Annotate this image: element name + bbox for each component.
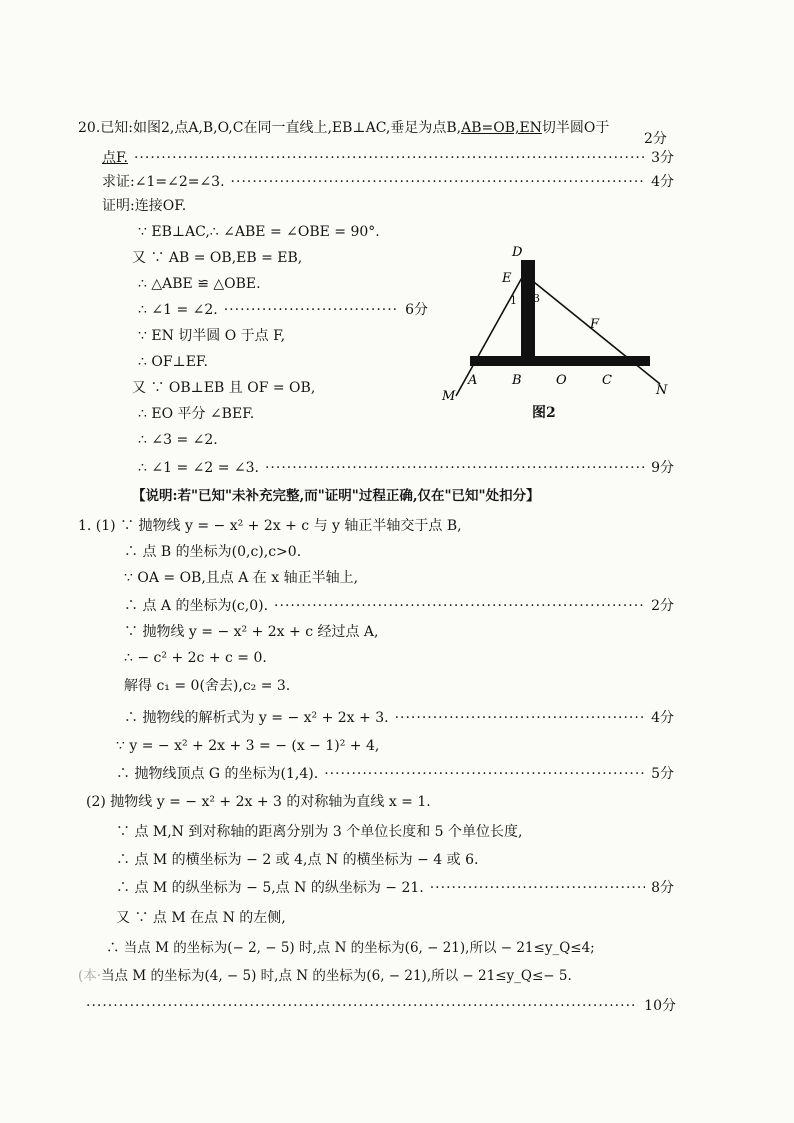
q20-step-1: ∵ EB⊥AC,∴ ∠ABE = ∠OBE = 90°. bbox=[138, 224, 380, 240]
q21-p2-line-7: 当点 M 的坐标为(4, − 5) 时,点 N 的坐标为(6, − 21),所以 − 21≤y_Q≤− 5. bbox=[101, 968, 572, 984]
q20-given-suffix: 切半圆O于 bbox=[541, 120, 610, 136]
q21-dots bbox=[274, 596, 645, 616]
label-d: D bbox=[512, 245, 523, 260]
q21-p1-line-8-row bbox=[124, 708, 674, 728]
q20-score-9: 9分 bbox=[651, 460, 674, 476]
q20-step-3: ∴ △ABE ≌ △OBE. bbox=[138, 276, 261, 292]
q20-proof-start: 证明:连接OF. bbox=[102, 198, 187, 214]
q20-score-3: 3分 bbox=[651, 150, 674, 166]
q20-score-2: 2分 bbox=[644, 131, 667, 147]
q20-prove-text: 求证:∠1=∠2=∠3. bbox=[102, 174, 225, 190]
q21-p2-line-4-row bbox=[116, 878, 674, 898]
q21-score-8: 8分 bbox=[651, 880, 674, 896]
q20-grading-note: 【说明:若"已知"未补充完整,而"证明"过程正确,仅在"已知"处扣分】 bbox=[132, 488, 540, 504]
q21-p2-line-5: 又 ∵ 点 M 在点 N 的左侧, bbox=[116, 910, 286, 926]
q21-p1-line-8: ∴ 抛物线的解析式为 y = − x² + 2x + 3. bbox=[124, 710, 389, 726]
q21-p1-line-7: 解得 c₁ = 0(舍去),c₂ = 3. bbox=[124, 678, 291, 694]
q21-p2-smudge: (本· bbox=[78, 968, 102, 984]
label-e: E bbox=[502, 271, 512, 286]
q20-step-10: ∴ ∠1 = ∠2 = ∠3. bbox=[138, 460, 259, 476]
q21-p1-line-6: ∴ − c² + 2c + c = 0. bbox=[124, 650, 267, 666]
q21-p2-line-7-row bbox=[78, 966, 572, 986]
q21-p1-line-10: ∴ 抛物线顶点 G 的坐标为(1,4). bbox=[116, 766, 319, 782]
q20-score-6: 6分 bbox=[405, 302, 428, 318]
q20-score-4: 4分 bbox=[651, 174, 674, 190]
q20-prove-line bbox=[102, 172, 674, 192]
q20-step-4: ∴ ∠1 = ∠2. bbox=[138, 302, 218, 318]
q21-p2-line-3: ∴ 点 M 的横坐标为 − 2 或 4,点 N 的横坐标为 − 4 或 6. bbox=[116, 852, 479, 868]
q20-step-8: ∴ EO 平分 ∠BEF. bbox=[138, 406, 255, 422]
q21-p2-line-2: ∵ 点 M,N 到对称轴的距离分别为 3 个单位长度和 5 个单位长度, bbox=[116, 824, 523, 840]
q21-p1-line-1: 1. (1) ∵ 抛物线 y = − x² + 2x + c 与 y 轴正半轴交于点 B, bbox=[78, 518, 462, 534]
figure-2-caption: 图2 bbox=[532, 405, 556, 421]
q20-dots bbox=[231, 172, 646, 192]
q21-p1-line-4: ∴ 点 A 的坐标为(c,0). bbox=[124, 598, 269, 614]
q20-given-underlined: AB=OB,EN bbox=[461, 120, 542, 136]
q21-score-4: 4分 bbox=[651, 710, 674, 726]
label-f: F bbox=[590, 317, 600, 332]
q21-p1-line-4-row bbox=[124, 596, 674, 616]
q21-score-5: 5分 bbox=[651, 766, 674, 782]
q21-p1-line-5: ∵ 抛物线 y = − x² + 2x + c 经过点 A, bbox=[124, 624, 379, 640]
label-m: M bbox=[442, 389, 456, 404]
q21-dots bbox=[86, 996, 638, 1016]
q21-p1-line-10-row bbox=[116, 764, 674, 784]
q21-p2-line-8-row bbox=[86, 996, 676, 1016]
q21-score-10: 10分 bbox=[644, 998, 676, 1014]
q21-p1-line-9: ∵ y = − x² + 2x + 3 = − (x − 1)² + 4, bbox=[116, 738, 380, 754]
q21-dots bbox=[324, 764, 645, 784]
q20-given-line2-text: 点F. bbox=[102, 150, 128, 166]
q21-p2-line-6: ∴ 当点 M 的坐标为(− 2, − 5) 时,点 N 的坐标为(6, − 21),所以 − 21≤y_Q≤4; bbox=[106, 940, 595, 956]
q21-p1-line-2: ∴ 点 B 的坐标为(0,c),c>0. bbox=[124, 544, 302, 560]
label-a: A bbox=[468, 373, 478, 388]
q20-given-line1 bbox=[78, 118, 674, 138]
label-n: N bbox=[656, 383, 668, 398]
q21-p2-line-1: (2) 抛物线 y = − x² + 2x + 3 的对称轴为直线 x = 1. bbox=[86, 794, 431, 810]
q20-step-7: 又 ∵ OB⊥EB 且 OF = OB, bbox=[132, 380, 316, 396]
q20-given-prefix: 20.已知:如图2,点A,B,O,C在同一直线上,EB⊥AC,垂足为点B, bbox=[78, 120, 462, 136]
q20-step-4-row bbox=[138, 300, 428, 320]
q20-step-10-row bbox=[138, 458, 674, 478]
q20-dots bbox=[134, 148, 645, 168]
figure-2-diagram bbox=[438, 238, 678, 428]
q21-dots bbox=[430, 878, 645, 898]
label-o: O bbox=[556, 373, 567, 388]
q21-dots bbox=[395, 708, 646, 728]
q20-step-2: 又 ∵ AB = OB,EB = EB, bbox=[132, 250, 303, 266]
q20-step-6: ∴ OF⊥EF. bbox=[138, 354, 208, 370]
q20-step-9: ∴ ∠3 = ∠2. bbox=[138, 432, 218, 448]
q21-score-2: 2分 bbox=[651, 598, 674, 614]
q20-given-line2 bbox=[102, 148, 674, 168]
label-b: B bbox=[512, 373, 522, 388]
q21-p2-line-4: ∴ 点 M 的纵坐标为 − 5,点 N 的纵坐标为 − 21. bbox=[116, 880, 424, 896]
label-c: C bbox=[602, 373, 612, 388]
label-angle-3: 3 bbox=[533, 292, 540, 305]
label-angle-1: 1 bbox=[510, 294, 517, 307]
q20-step-5: ∵ EN 切半圆 O 于点 F, bbox=[138, 328, 286, 344]
q21-p1-line-3: ∵ OA = OB,且点 A 在 x 轴正半轴上, bbox=[124, 570, 359, 586]
q20-dots bbox=[224, 300, 399, 320]
q20-dots bbox=[265, 458, 645, 478]
